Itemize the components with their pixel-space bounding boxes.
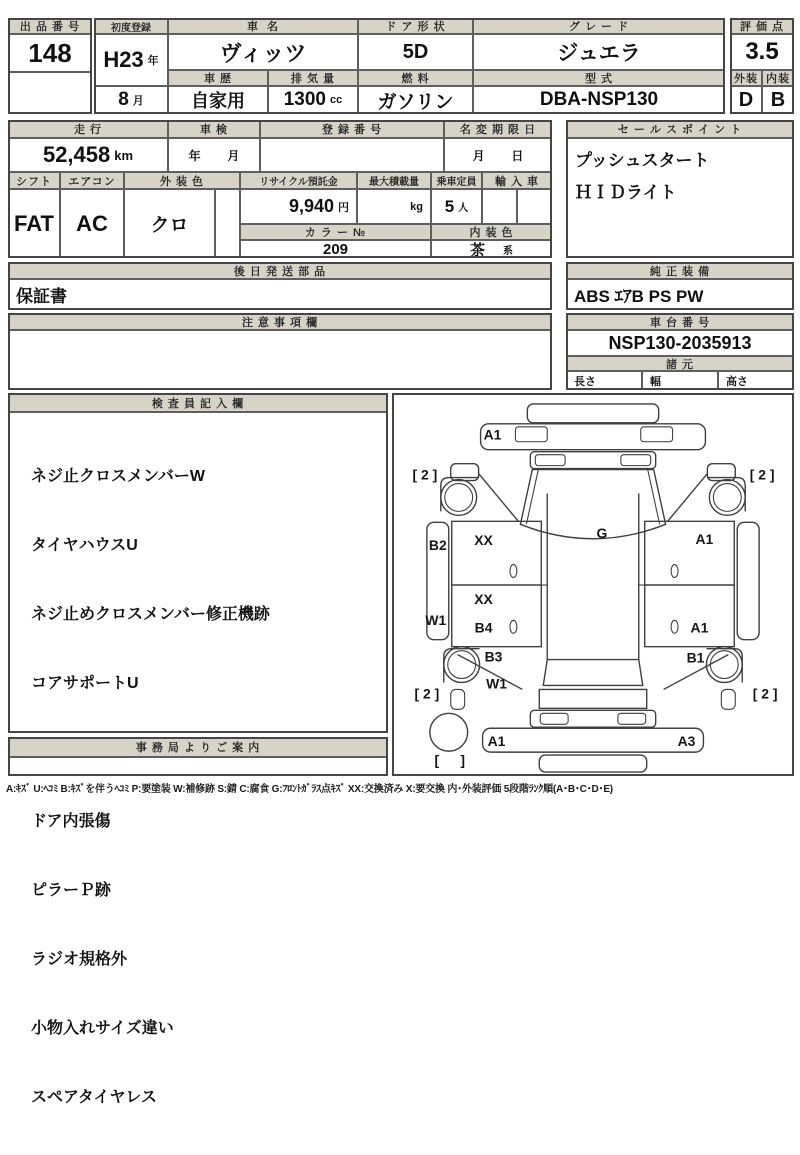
spec-length-cell: 長さ [566,371,642,390]
import-car-header: 輸 入 車 [482,172,552,189]
chassis-number-value: NSP130-2035913 [566,330,794,356]
car-name-value: ヴィッツ [168,34,358,70]
fuel-value: ガソリン [358,86,473,114]
a-pillar-right [648,470,660,525]
interior-color-suffix: 系 [503,245,513,257]
front-wheel-right [709,480,745,516]
cautions-box [8,330,552,390]
spare-tire-shape [430,713,468,751]
damage-code-label: A1 [483,426,502,443]
interior-color-value [431,240,552,258]
damage-code-label: XX [474,532,493,549]
lot-number-value: 148 [8,34,92,72]
damage-code-label: A1 [487,733,506,750]
color-number-header: カ ラ ー № [240,224,431,240]
inspector-note: ネジ止クロスメンバーW [31,468,205,485]
inspector-note: スペアタイヤレス [31,1089,157,1106]
sales-point-line: プッシュスタート [575,151,710,170]
fender-line-left [479,474,519,522]
name-change-deadline-value: 月 日 [444,138,552,172]
car-diagram-svg [393,394,793,775]
damage-code-label: [ 2 ] [412,466,438,483]
rear-flap-right [721,689,735,709]
damage-code-label: [ 2 ] [414,685,440,702]
damage-code-legend: A:ｷｽﾞ U:ﾍｺﾐ B:ｷｽﾞを伴うﾍｺﾐ P:要塗装 W:補修跡 S:錆 C:腐食 G:ﾌﾛﾝﾄｶﾞﾗｽ点ｷｽﾞ XX:交換済み X:要交換 内･外装評価 5段階ﾗﾝｸ順(A･B･C･D･E) [6,784,613,795]
rear-window-shape [543,660,642,686]
damage-code-label: XX [474,590,493,607]
inspector-note: ネジ止めクロスメンバー修正機跡 [31,606,270,623]
rear-wheel-left [444,647,480,683]
exterior-color-empty-cell [215,189,240,258]
damage-code-label: A3 [677,733,696,750]
rear-hatch-shape [483,728,704,752]
car-diagram-box [392,393,794,776]
mileage-value [8,138,168,172]
rear-bumper-shape [539,755,646,772]
damage-code-label: ] [460,752,466,769]
damage-code-label: B3 [484,648,503,665]
grade-header: グ レ ー ド [473,18,725,34]
exterior-color-value: クロ [124,189,215,258]
rear-deck-shape [539,689,646,708]
door-shape-header: ド ア 形 状 [358,18,473,34]
capacity-number: 5 [444,196,455,216]
rear-tire-right [710,651,738,679]
mileage-number: 52,458 [42,142,111,167]
exterior-grade-header: 外装 [730,70,762,86]
specs-header: 諸 元 [566,356,794,371]
headlight-right-shape [641,427,673,442]
damage-code-label: A1 [695,531,714,548]
registration-number-header: 登 録 番 号 [260,120,444,138]
shipped-parts-header: 後 日 発 送 部 品 [8,262,552,279]
first-reg-year-number: H23 [103,47,144,72]
first-registration-header: 初度登録 [94,18,168,34]
inspector-note: コアサポートU [31,675,139,692]
color-number-value: 209 [240,240,431,258]
capacity-header: 乗車定員 [431,172,482,189]
recycle-unit: 円 [338,201,349,214]
door-handle-front-left [510,565,517,578]
spec-height-cell: 高さ [718,371,794,390]
front-tire-right [713,484,741,512]
capacity-value [431,189,482,224]
mileage-unit: km [114,147,134,163]
damage-code-label: A1 [690,619,709,636]
first-reg-month-number: 8 [118,89,129,110]
damage-code-label: B2 [428,537,447,554]
model-code-value: DBA-NSP130 [473,86,725,114]
cowl-vent-right [621,455,651,466]
door-block-right [645,521,735,646]
door-shape-value: 5D [358,34,473,70]
history-header: 車 歴 [168,70,268,86]
inspector-note: 小物入れサイズ違い [31,1020,174,1037]
import-car-cell-right [517,189,552,224]
inspector-note: ピラーＰ跡 [31,882,112,899]
oem-equipment-value: ABS ｴｱB PS PW [566,279,794,310]
inspector-note: タイヤハウスU [31,537,138,554]
grade-value: ジュエラ [473,34,725,70]
rear-wheel-right [706,647,742,683]
max-load-header: 最大積載量 [357,172,431,189]
capacity-unit: 人 [458,203,469,214]
front-fender-right [707,478,745,512]
oem-equipment-header: 純 正 装 備 [566,262,794,279]
aircon-value: AC [60,189,124,258]
import-car-cell-left [482,189,517,224]
name-change-deadline-header: 名 変 期 限 日 [444,120,552,138]
sales-point-box [566,138,794,258]
aircon-header: エアコン [60,172,124,189]
sales-point-line: ＨＩＤライト [575,183,677,202]
month-suffix: 月 [132,95,144,107]
damage-code-label: B1 [686,649,705,666]
shift-header: シフト [8,172,60,189]
displacement-value [268,86,358,114]
spec-width-cell: 幅 [642,371,718,390]
headlight-left-shape [515,427,547,442]
inspector-note: ドア内張傷 [31,813,111,830]
history-value: 自家用 [168,86,268,114]
first-registration-month [94,86,168,114]
rocker-panel-right [737,522,759,639]
front-tire-left [445,484,473,512]
inspector-notes-header: 検 査 員 記 入 欄 [8,393,388,412]
damage-code-label: G [596,525,608,542]
year-suffix: 年 [147,55,159,67]
damage-code-label: B4 [474,619,493,636]
taillight-left-shape [540,713,568,724]
sales-point-header: セ ー ル ス ポ イ ン ト [566,120,794,138]
front-fender-left [441,478,479,512]
shift-value: FAT [8,189,60,258]
exterior-color-header: 外 装 色 [124,172,240,189]
displacement-unit: cc [330,94,343,106]
door-handle-front-right [671,565,678,578]
door-handle-rear-right [671,620,678,633]
shipped-parts-value: 保証書 [8,279,552,310]
cowl-vent-left [535,455,565,466]
rear-flap-left [451,689,465,709]
cautions-header: 注 意 事 項 欄 [8,313,552,330]
damage-code-label: W1 [425,611,447,628]
fender-line-right [668,474,708,522]
mileage-header: 走 行 [8,120,168,138]
damage-code-label: [ [434,752,440,769]
car-name-header: 車 名 [168,18,358,34]
front-wheel-left [441,480,477,516]
lot-number-header: 出 品 番 号 [8,18,92,34]
interior-color-header: 内 装 色 [431,224,552,240]
shaken-header: 車 検 [168,120,260,138]
interior-grade-header: 内装 [762,70,794,86]
displacement-number: 1300 [283,89,327,110]
recycle-deposit-value [240,189,357,224]
registration-number-value [260,138,444,172]
score-value: 3.5 [730,34,794,70]
a-pillar-left [526,470,538,525]
recycle-number: 9,940 [288,196,334,216]
office-info-box [8,757,388,776]
displacement-header: 排 気 量 [268,70,358,86]
front-bumper-shape [527,404,658,423]
door-block-left [452,521,542,646]
windshield-shape [520,470,665,542]
damage-code-label: [ 2 ] [749,466,775,483]
shaken-value: 年 月 [168,138,260,172]
model-code-header: 型 式 [473,70,725,86]
max-load-value [357,189,431,224]
fuel-header: 燃 料 [358,70,473,86]
max-load-unit: kg [410,200,423,213]
door-handle-rear-left [510,620,517,633]
rear-tire-left [448,651,476,679]
inspector-note: ラジオ規格外 [31,951,128,968]
recycle-deposit-header: リサイクル預託金 [240,172,357,189]
damage-code-label: [ 2 ] [752,685,778,702]
exterior-grade-value: D [730,86,762,114]
interior-color-name: 茶 [469,241,485,259]
office-info-header: 事 務 局 よ り ご 案 内 [8,737,388,757]
interior-grade-value: B [762,86,794,114]
taillight-right-shape [618,713,646,724]
lot-number-empty [8,72,92,114]
chassis-number-header: 車 台 番 号 [566,313,794,330]
first-registration-year [94,34,168,86]
damage-code-label: W1 [486,675,507,692]
score-header: 評 価 点 [730,18,794,34]
